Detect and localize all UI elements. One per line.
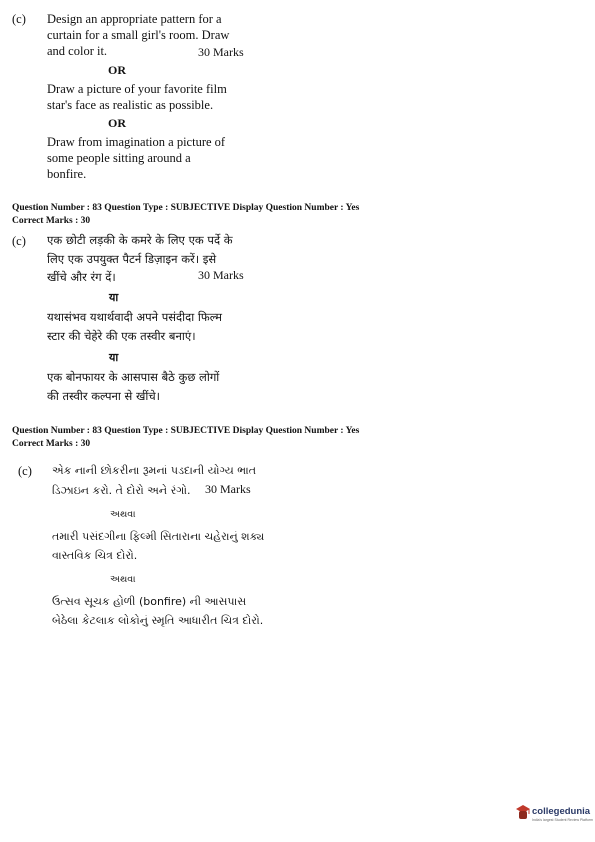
- hindi-line-3: खींचे और रंग दें।: [47, 270, 116, 284]
- gujarati-line-2: ડિઝાઇન કરો. તે દોરો અને રંગો.: [52, 484, 191, 497]
- english-line-3: and color it.: [47, 44, 108, 58]
- english-line-1: Design an appropriate pattern for a: [47, 12, 222, 26]
- hindi-alt2-line-2: की तस्वीर कल्पना से खींचे।: [47, 389, 161, 403]
- gujarati-line-1: એક નાની છોકરીના રૂમનાં પડદાની યોગ્ય ભાત: [52, 464, 257, 477]
- gujarati-alt2-line-2: બેઠેલા કેટલાક લોકોનું સ્મૃતિ આધારીત ચિત્ર દોરો.: [52, 614, 264, 627]
- gujarati-alt2-line-1: ઉત્સવ સૂચક હોળી (bonfire) ની આસપાસ: [52, 595, 247, 608]
- english-or-1: OR: [108, 63, 126, 77]
- gujarati-or-1: અથવા: [110, 509, 136, 520]
- hindi-or-1: या: [109, 291, 119, 304]
- gujarati-or-2: અથવા: [110, 574, 136, 585]
- graduation-cap-icon: [516, 805, 530, 823]
- hindi-alt2-line-1: एक बोनफायर के आसपास बैठे कुछ लोगों: [47, 370, 220, 384]
- gujarati-alt1-line-1: તમારી પસંદગીના ફિલ્મી સિતારાના ચહેરાનું શક્ય: [52, 530, 265, 543]
- english-or-2: OR: [108, 116, 126, 130]
- question-label-gujarati: (c): [18, 464, 32, 478]
- collegedunia-logo: [516, 803, 593, 829]
- english-alt2-line-2: some people sitting around a: [47, 151, 191, 165]
- english-line-2: curtain for a small girl's room. Draw: [47, 28, 230, 42]
- gujarati-marks: 30 Marks: [205, 482, 251, 496]
- english-alt1-line-2: star's face as realistic as possible.: [47, 98, 214, 112]
- question-label-english: (c): [12, 12, 26, 26]
- hindi-line-2: लिए एक उपयुक्त पैटर्न डिज़ाइन करें। इसे: [47, 252, 217, 266]
- question-label-hindi: (c): [12, 234, 26, 248]
- correct-marks-1: Correct Marks : 30: [12, 216, 91, 226]
- logo-name: collegedunia: [532, 806, 591, 817]
- hindi-marks: 30 Marks: [198, 268, 244, 282]
- hindi-or-2: या: [109, 351, 119, 364]
- question-meta-2: Question Number : 83 Question Type : SUBJECTIVE Display Question Number : Yes: [12, 426, 360, 436]
- english-marks: 30 Marks: [198, 45, 244, 59]
- english-alt2-line-1: Draw from imagination a picture of: [47, 135, 226, 149]
- gujarati-alt1-line-2: વાસ્તવિક ચિત્ર દોરો.: [52, 549, 138, 562]
- hindi-line-1: एक छोटी लड़की के कमरे के लिए एक पर्दे के: [47, 233, 233, 247]
- hindi-alt1-line-2: स्टार की चेहेरे की एक तस्वीर बनाएं।: [47, 329, 196, 343]
- english-alt2-line-3: bonfire.: [47, 167, 87, 181]
- hindi-alt1-line-1: यथासंभव यथार्थवादी अपने पसंदीदा फिल्म: [47, 310, 222, 324]
- question-meta-1: Question Number : 83 Question Type : SUBJECTIVE Display Question Number : Yes: [12, 203, 360, 213]
- logo-tagline: India's largest Student Review Platform: [532, 818, 593, 822]
- correct-marks-2: Correct Marks : 30: [12, 439, 91, 449]
- english-alt1-line-1: Draw a picture of your favorite film: [47, 82, 227, 96]
